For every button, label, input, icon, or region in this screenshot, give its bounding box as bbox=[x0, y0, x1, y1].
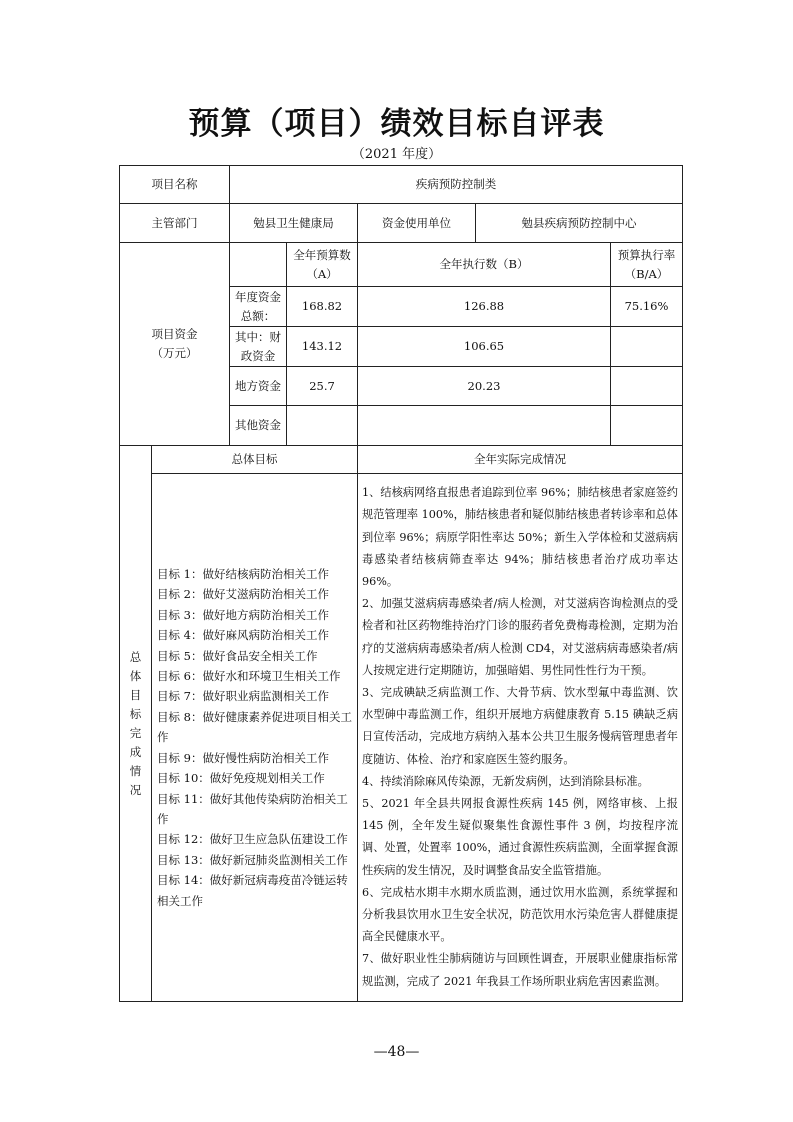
goal-item: 目标 10：做好免疫规划相关工作 bbox=[157, 771, 325, 786]
goal-item: 目标 12：做好卫生应急队伍建设工作 bbox=[157, 832, 348, 847]
fund-row-rate: 75.16% bbox=[611, 287, 683, 327]
side-char: 目 bbox=[129, 687, 142, 702]
done-item: 6、完成枯水期丰水期水质监测，通过饮用水监测，系统掌握和分析我县饮用水卫生安全状况，防范饮用水污染危害人群健康提高全民健康水平。 bbox=[362, 885, 678, 944]
goal-list bbox=[152, 474, 358, 1002]
done-item: 4、持续消除麻风传染源，无新发病例，达到消除县标准。 bbox=[362, 774, 649, 788]
fund-row-exec: 126.88 bbox=[358, 287, 611, 327]
side-char: 完 bbox=[129, 725, 142, 740]
header-rate: 预算执行率 （B/A） bbox=[611, 243, 683, 287]
goal-item: 目标 5：做好食品安全相关工作 bbox=[157, 648, 318, 663]
fund-row-budget bbox=[287, 406, 358, 446]
fund-row-budget: 25.7 bbox=[287, 367, 358, 406]
done-item: 1、结核病网络直报患者追踪到位率 96%；肺结核患者家庭签约规范管理率 100%，肺结核患者和疑似肺结核患者转诊率和总体到位率 96%；病原学阳性率达 50%；新生入学体检和艾滋病病毒感染者结核病筛查率达 94%；肺结核患者治疗成功率达 96%。 bbox=[362, 486, 678, 588]
goal-item: 目标 3：做好地方病防治相关工作 bbox=[157, 607, 329, 622]
evaluation-table bbox=[119, 165, 683, 1002]
funds-label-line1: 项目资金 bbox=[151, 327, 198, 341]
overall-header-row bbox=[120, 446, 683, 474]
done-item: 3、完成碘缺乏病监测工作、大骨节病、饮水型氟中毒监测、饮水型砷中毒监测工作，组织开展地方病健康教育 5.15 碘缺乏病日宣传活动，完成地方病纳入基本公共卫生服务慢病管理患者年度随访、体检、治疗和家庭医生签约服务。 bbox=[362, 685, 678, 766]
header-budget: 全年预算数（A） bbox=[287, 243, 358, 287]
overall-content-row bbox=[120, 474, 683, 1002]
funds-label-line2: （万元） bbox=[151, 346, 198, 360]
dept-label: 主管部门 bbox=[120, 204, 230, 243]
fund-row-label: 其中：财政资金 bbox=[230, 327, 287, 367]
goal-item: 目标 1：做好结核病防治相关工作 bbox=[157, 567, 329, 582]
funds-header-row bbox=[120, 243, 683, 287]
goal-item: 目标 9：做好慢性病防治相关工作 bbox=[157, 750, 329, 765]
funds-label bbox=[120, 243, 230, 446]
overall-side-label bbox=[120, 446, 152, 1002]
department-row bbox=[120, 204, 683, 243]
dept-value: 勉县卫生健康局 bbox=[230, 204, 358, 243]
year-subtitle: （2021 年度） bbox=[351, 147, 442, 162]
goal-item: 目标 4：做好麻风病防治相关工作 bbox=[157, 628, 329, 643]
fund-row-rate bbox=[611, 327, 683, 367]
project-name-value: 疾病预防控制类 bbox=[230, 166, 683, 204]
goal-item: 目标 6：做好水和环境卫生相关工作 bbox=[157, 669, 341, 684]
side-char: 情 bbox=[129, 763, 142, 778]
side-char: 标 bbox=[129, 706, 142, 721]
goal-item: 目标 7：做好职业病监测相关工作 bbox=[157, 689, 329, 704]
goal-item: 目标 11：做好其他传染病防治相关工作 bbox=[157, 791, 348, 826]
fund-row-label: 地方资金 bbox=[230, 367, 287, 406]
goal-item: 目标 14：做好新冠病毒疫苗冷链运转相关工作 bbox=[157, 873, 348, 908]
funds-header-blank bbox=[230, 243, 287, 287]
project-name-row bbox=[120, 166, 683, 204]
done-item: 7、做好职业性尘肺病随访与回顾性调查，开展职业健康指标常规监测，完成了 2021 年我县工作场所职业病危害因素监测。 bbox=[362, 952, 678, 988]
side-char: 况 bbox=[129, 782, 142, 797]
project-name-label: 项目名称 bbox=[120, 166, 230, 204]
done-item: 5、2021 年全县共网报食源性疾病 145 例，网络审核、上报 145 例，全年发生疑似聚集性食源性事件 3 例，均按程序流调、处置，处置率 100%，通过食源性疾病监测，全面掌握食源性疾病的发生情况，及时调整食品安全监管措施。 bbox=[362, 797, 678, 877]
fund-row-rate bbox=[611, 367, 683, 406]
goal-item: 目标 2：做好艾滋病防治相关工作 bbox=[157, 587, 329, 602]
fund-row-exec: 106.65 bbox=[358, 327, 611, 367]
side-char: 总 bbox=[129, 649, 142, 664]
fund-row-label: 年度资金总额： bbox=[230, 287, 287, 327]
fund-row-rate bbox=[611, 406, 683, 446]
fund-row-exec bbox=[358, 406, 611, 446]
page-title: 预算（项目）绩效目标自评表 bbox=[188, 106, 605, 142]
goal-item: 目标 8：做好健康素养促进项目相关工作 bbox=[157, 709, 352, 745]
fund-row-budget: 168.82 bbox=[287, 287, 358, 327]
unit-value: 勉县疾病预防控制中心 bbox=[476, 204, 683, 243]
fund-row-budget: 143.12 bbox=[287, 327, 358, 367]
goal-item: 目标 13：做好新冠肺炎监测相关工作 bbox=[157, 852, 348, 867]
goal-header: 总体目标 bbox=[152, 446, 358, 474]
page-number: —48— bbox=[373, 1044, 420, 1060]
header-exec: 全年执行数（B） bbox=[358, 243, 611, 287]
done-header: 全年实际完成情况 bbox=[358, 446, 683, 474]
done-list bbox=[358, 474, 683, 1002]
fund-row-label: 其他资金 bbox=[230, 406, 287, 446]
side-char: 成 bbox=[129, 744, 142, 759]
side-char: 体 bbox=[129, 668, 142, 683]
done-item: 2、加强艾滋病病毒感染者/病人检测，对艾滋病咨询检测点的受检者和社区药物维持治疗门诊的服药者免费梅毒检测，定期为治疗的艾滋病病毒感染者/病人检测 CD4，对艾滋病病毒感染者/病人按规定进行定期随访，加强暗娼、男性同性性行为干预。 bbox=[362, 597, 678, 677]
unit-label: 资金使用单位 bbox=[358, 204, 476, 243]
fund-row-exec: 20.23 bbox=[358, 367, 611, 406]
